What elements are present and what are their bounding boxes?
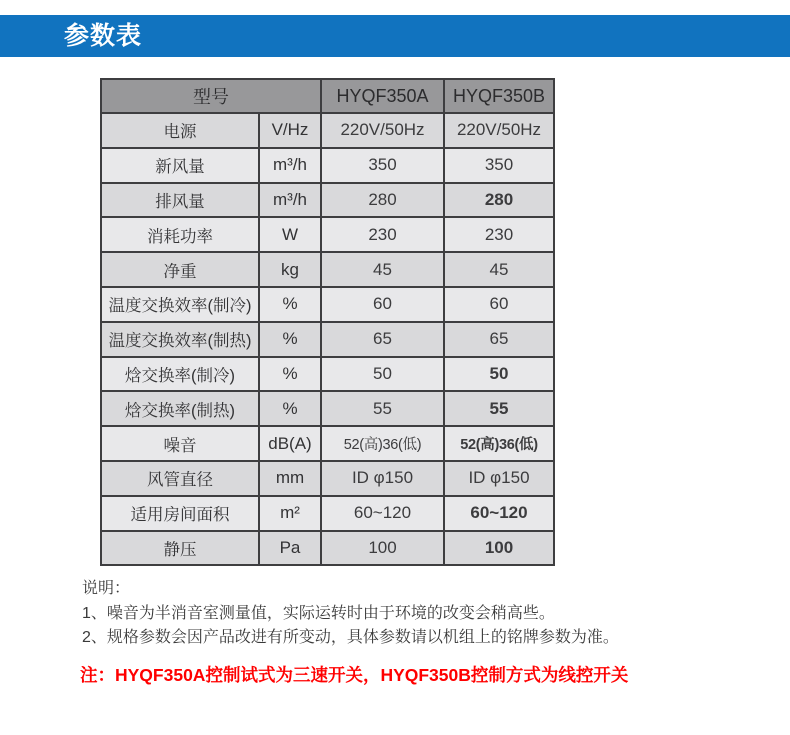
value-a-cell: 52(高)36(低): [321, 426, 444, 461]
value-a-cell: 65: [321, 322, 444, 357]
value-a-cell: 350: [321, 148, 444, 183]
param-name-cell: 消耗功率: [101, 217, 259, 252]
table-row: [101, 531, 554, 566]
param-unit-cell: %: [259, 357, 321, 392]
value-a-cell: 60: [321, 287, 444, 322]
param-unit-cell: mm: [259, 461, 321, 496]
value-a-cell: 100: [321, 531, 444, 566]
value-b-cell: 100: [444, 531, 554, 566]
param-unit-cell: %: [259, 287, 321, 322]
param-unit-cell: m³/h: [259, 183, 321, 218]
param-name-cell: 适用房间面积: [101, 496, 259, 531]
table-row: [101, 252, 554, 287]
value-a-cell: 45: [321, 252, 444, 287]
note-item: 2、规格参数会因产品改进有所变动，具体参数请以机组上的铭牌参数为准。: [82, 629, 619, 646]
value-b-cell: 52(高)36(低): [444, 426, 554, 461]
value-b-cell: 220V/50Hz: [444, 113, 554, 148]
value-b-cell: 45: [444, 252, 554, 287]
notes-heading: 说明：: [82, 580, 131, 597]
param-unit-cell: kg: [259, 252, 321, 287]
param-name-cell: 风管直径: [101, 461, 259, 496]
param-name-cell: 净重: [101, 252, 259, 287]
notes-section: [82, 577, 619, 651]
param-unit-cell: m²: [259, 496, 321, 531]
table-row: [101, 217, 554, 252]
value-b-cell: 50: [444, 357, 554, 392]
table-row: [101, 426, 554, 461]
param-unit-cell: %: [259, 391, 321, 426]
value-b-cell: 280: [444, 183, 554, 218]
table-row: [101, 148, 554, 183]
title-banner: [0, 15, 790, 57]
param-name-cell: 排风量: [101, 183, 259, 218]
value-b-cell: 60: [444, 287, 554, 322]
table-header-row: [101, 79, 554, 113]
value-a-cell: 55: [321, 391, 444, 426]
value-b-cell: 230: [444, 217, 554, 252]
page-title: 参数表: [64, 22, 143, 50]
table-row: [101, 322, 554, 357]
param-unit-cell: m³/h: [259, 148, 321, 183]
value-b-cell: 55: [444, 391, 554, 426]
param-name-cell: 电源: [101, 113, 259, 148]
param-unit-cell: W: [259, 217, 321, 252]
param-unit-cell: Pa: [259, 531, 321, 566]
value-b-cell: ID φ150: [444, 461, 554, 496]
value-a-cell: 50: [321, 357, 444, 392]
param-unit-cell: %: [259, 322, 321, 357]
param-name-cell: 焓交换率(制冷): [101, 357, 259, 392]
param-name-cell: 温度交换效率(制冷): [101, 287, 259, 322]
value-b-cell: 65: [444, 322, 554, 357]
param-name-cell: 静压: [101, 531, 259, 566]
value-a-cell: 280: [321, 183, 444, 218]
note-item: 1、噪音为半消音室测量值，实际运转时由于环境的改变会稍高些。: [82, 604, 555, 622]
value-a-cell: ID φ150: [321, 461, 444, 496]
header-model-b: HYQF350B: [444, 79, 554, 113]
table-row: [101, 113, 554, 148]
value-a-cell: 220V/50Hz: [321, 113, 444, 148]
param-name-cell: 新风量: [101, 148, 259, 183]
table-row: [101, 183, 554, 218]
param-name-cell: 焓交换率(制热): [101, 391, 259, 426]
table-row: [101, 287, 554, 322]
value-a-cell: 60~120: [321, 496, 444, 531]
param-unit-cell: dB(A): [259, 426, 321, 461]
table-row: [101, 391, 554, 426]
value-b-cell: 350: [444, 148, 554, 183]
table-row: [101, 357, 554, 392]
value-b-cell: 60~120: [444, 496, 554, 531]
header-model-label: 型号: [101, 79, 321, 113]
table-row: [101, 461, 554, 496]
value-a-cell: 230: [321, 217, 444, 252]
param-unit-cell: V/Hz: [259, 113, 321, 148]
header-model-a: HYQF350A: [321, 79, 444, 113]
param-name-cell: 温度交换效率(制热): [101, 322, 259, 357]
spec-table: [100, 78, 555, 566]
table-row: [101, 496, 554, 531]
param-name-cell: 噪音: [101, 426, 259, 461]
warning-note: 注：HYQF350A控制试式为三速开关，HYQF350B控制方式为线控开关: [80, 665, 629, 685]
